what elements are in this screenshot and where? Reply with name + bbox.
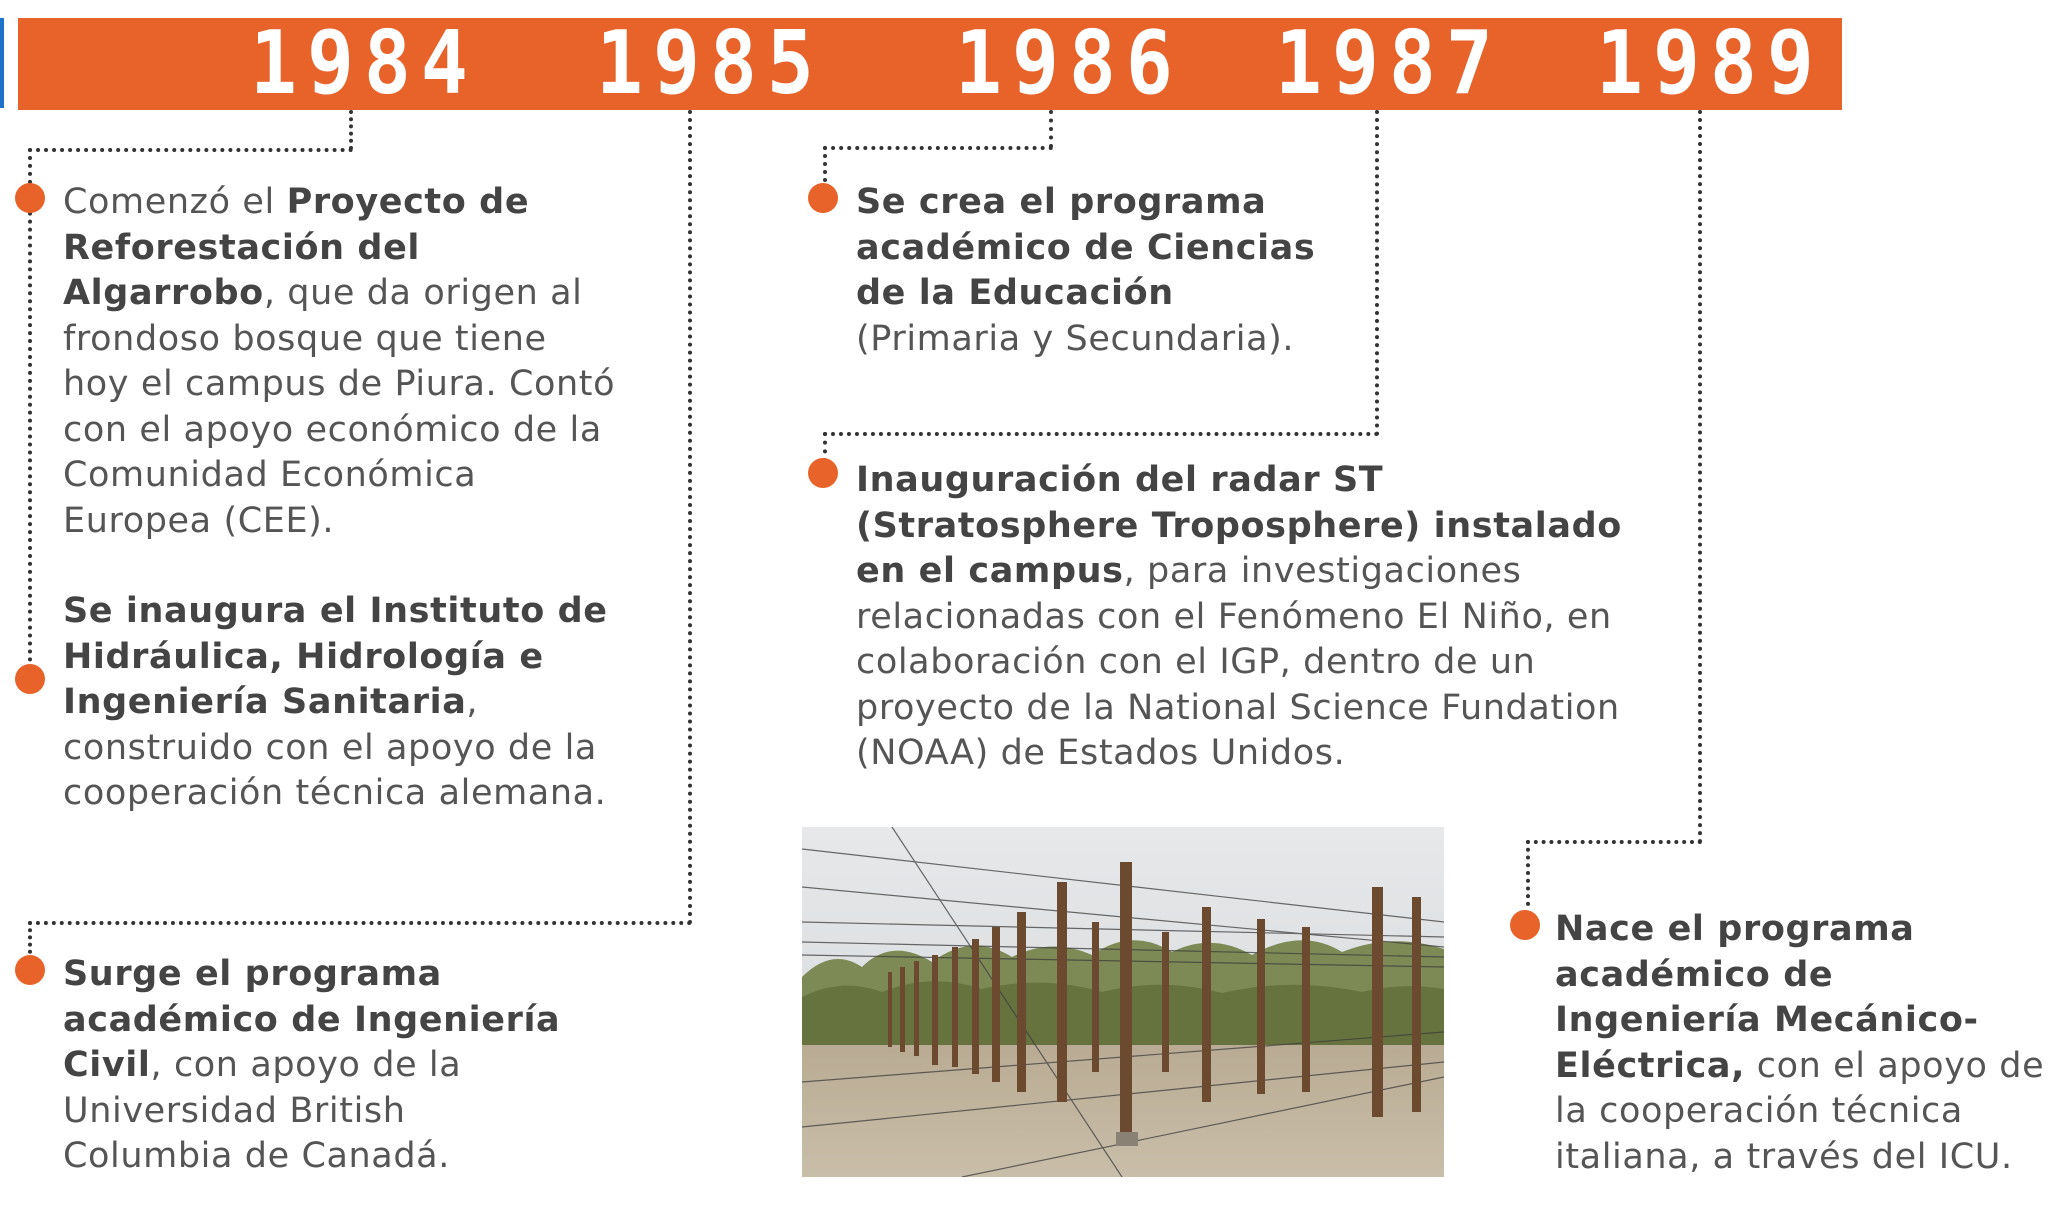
entry-1984-reforestation-pre: Comenzó el (63, 182, 287, 222)
entry-1987-radar (856, 458, 1636, 777)
connector-1989-spine (1526, 840, 1530, 906)
entry-1984-reforestation (63, 180, 623, 544)
year-1989: 1989 (1596, 13, 1824, 115)
entry-1987-radar-bold: Inauguración del radar ST (Stratosphere Troposphere) instalado en el campus (856, 460, 1622, 591)
entry-1984-institute-bold: Se inaugura el Instituto de Hidráulica, Hidrología e Ingeniería Sanitaria (63, 591, 608, 722)
bullet-1985-civil (15, 955, 45, 985)
year-1985: 1985 (596, 13, 824, 115)
connector-1986-spine (823, 146, 827, 182)
left-edge-accent (0, 18, 4, 108)
entry-1984-reforestation-post: , que da origen al frondoso bosque que tiene hoy el campus de Piura. Contó con el apoyo económico de la Comunidad Económica Europea (CEE). (63, 273, 616, 541)
radar-antenna-field-photo (802, 827, 1444, 1177)
entry-1984-reforestation-bold: Proyecto de Reforestación del Algarrobo (63, 182, 530, 313)
connector-1985-drop (688, 110, 692, 925)
bullet-1986-education (808, 183, 838, 213)
bullet-1984-reforestation (15, 183, 45, 213)
timeline-year-bar (18, 13, 1842, 115)
entry-1986-education (856, 180, 1336, 362)
entry-1986-education-post: (Primaria y Secundaria). (856, 318, 1295, 359)
entry-1984-institute (63, 589, 623, 817)
entry-1989-mechanical (1555, 907, 2045, 1180)
connector-1984-branch (28, 148, 353, 152)
entry-1989-mechanical-bold: Nace el programa académico de Ingeniería Mecánico-Eléctrica, (1555, 909, 1979, 1086)
entry-1985-civil-bold: Surge el programa académico de Ingeniería Civil (63, 954, 561, 1085)
year-1987: 1987 (1275, 13, 1503, 115)
connector-1985-branch (28, 921, 692, 925)
connector-1986-drop (1049, 110, 1053, 148)
entry-1986-education-bold: Se crea el programa académico de Ciencias de la Educación (856, 182, 1316, 313)
connector-1987-drop (1375, 110, 1379, 436)
bullet-1989-mechanical (1510, 910, 1540, 940)
entry-1989-mechanical-post: con el apoyo de la cooperación técnica italiana, a través del ICU. (1555, 1045, 2045, 1177)
connector-1989-branch (1526, 840, 1702, 844)
connector-1989-drop (1698, 110, 1702, 844)
year-1984: 1984 (250, 13, 478, 115)
connector-1986-branch (823, 146, 1053, 150)
entry-1987-radar-post: , para investigaciones relacionadas con el Fenómeno El Niño, en colaboración con el IGP, dentro de un proyecto de la National Science Fundation (NOAA) de Estados Unidos. (856, 551, 1620, 773)
year-1986: 1986 (955, 13, 1183, 115)
entry-1984-institute-post: , construido con el apoyo de la cooperación técnica alemana. (63, 682, 607, 813)
connector-1987-branch (823, 432, 1379, 436)
connector-1984-drop (349, 110, 353, 150)
bullet-1987-radar (808, 458, 838, 488)
radar-photo-illustration (802, 827, 1444, 1177)
entry-1985-civil-post: , con apoyo de la Universidad British Columbia de Canadá. (63, 1045, 462, 1176)
entry-1985-civil (63, 952, 573, 1180)
connector-1984-spine (28, 148, 32, 678)
bullet-1984-institute (15, 664, 45, 694)
